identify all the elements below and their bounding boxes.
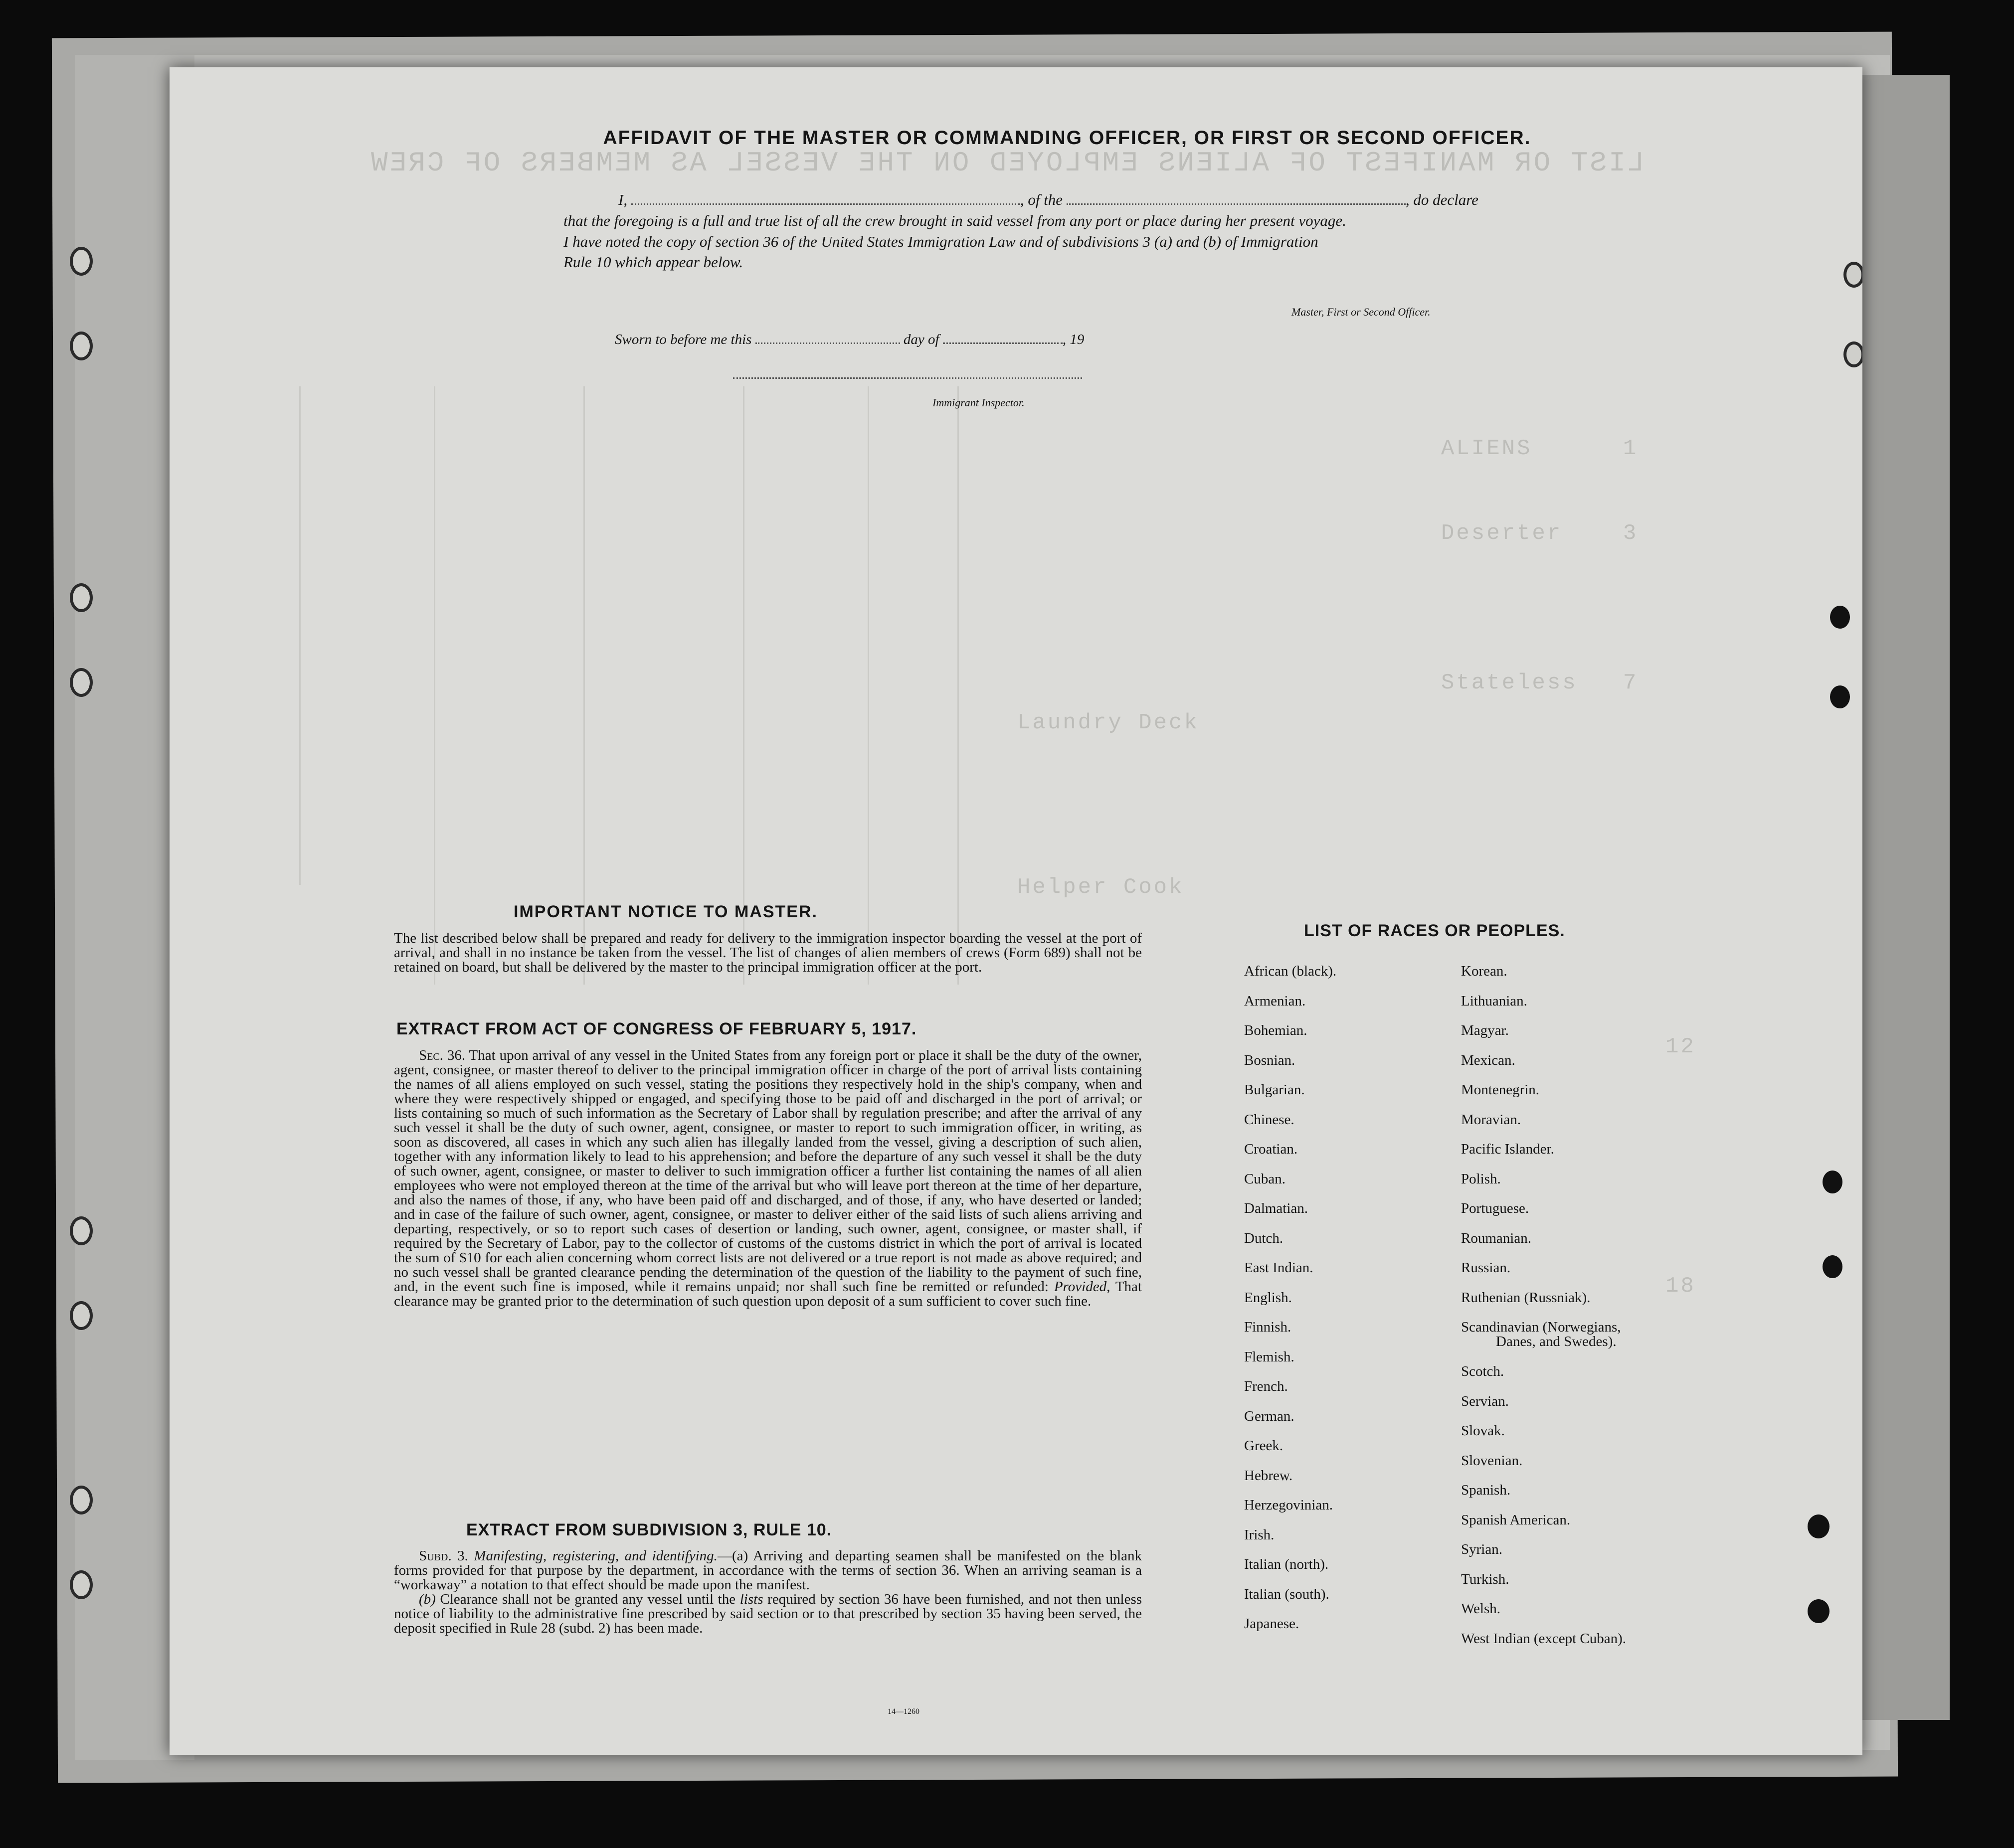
race-item: Italian (north). bbox=[1244, 1556, 1329, 1572]
race-item: Welsh. bbox=[1461, 1601, 1501, 1617]
para-b-lists: lists bbox=[739, 1591, 763, 1607]
race-item: Montenegrin. bbox=[1461, 1082, 1540, 1098]
sworn-text: Sworn to before me this bbox=[615, 332, 752, 347]
race-item: Dutch. bbox=[1244, 1230, 1283, 1246]
race-item: Korean. bbox=[1461, 963, 1507, 979]
race-item: Flemish. bbox=[1244, 1348, 1294, 1365]
race-item: Japanese. bbox=[1244, 1616, 1299, 1632]
sec-36-text-end: That clearance may be granted prior to the determination of such question upon deposit of a sum sufficient to cover such fine. bbox=[394, 1279, 1142, 1309]
race-item: German. bbox=[1244, 1408, 1294, 1424]
provided-word: Provided, bbox=[1054, 1279, 1110, 1295]
race-item: Moravian. bbox=[1461, 1111, 1521, 1128]
declaration-of-the: , of the bbox=[1020, 191, 1063, 208]
race-item: Portuguese. bbox=[1461, 1200, 1529, 1216]
race-item: Slovak. bbox=[1461, 1423, 1505, 1439]
subd-3-para-a: —(a) Arriving and departing seamen shall be manifested on the blank forms provided for that purpose by the department, in accordance with the terms of section 36. When an arriving seaman is a “workaway” a notation to that effect should be made upon the manifest. bbox=[394, 1548, 1142, 1593]
punch-hole bbox=[1808, 1599, 1830, 1623]
punch-hole bbox=[70, 668, 93, 697]
affidavit-page bbox=[170, 67, 1862, 1755]
race-item: Herzegovinian. bbox=[1244, 1497, 1333, 1513]
race-item: Scotch. bbox=[1461, 1363, 1504, 1379]
subd-3-label: Subd. 3. bbox=[419, 1548, 468, 1564]
race-item: Cuban. bbox=[1244, 1171, 1285, 1187]
punch-hole bbox=[70, 332, 93, 360]
para-b-text-1: Clearance shall not be granted any vessel until the bbox=[440, 1591, 736, 1607]
race-item: Russian. bbox=[1461, 1260, 1511, 1276]
para-b-text-2: required by section 36 have been furnished, and not then unless notice of liability to the administrative fine prescribed by said section or to that prescribed by section 35 having been served, the deposit specified in Rule 28 (subd. 2) has been made. bbox=[394, 1591, 1142, 1636]
race-item: Magyar. bbox=[1461, 1022, 1509, 1038]
bleed-through-rule bbox=[957, 386, 959, 985]
race-item: Danes, and Swedes). bbox=[1496, 1334, 1617, 1349]
bleed-through-rule bbox=[583, 386, 585, 985]
race-item: Bosnian. bbox=[1244, 1052, 1295, 1068]
bleed-through-text: Laundry Deck bbox=[1017, 710, 1199, 735]
race-item: Irish. bbox=[1244, 1526, 1275, 1543]
inspector-signature-blank[interactable] bbox=[733, 366, 1082, 379]
race-item: East Indian. bbox=[1244, 1260, 1313, 1276]
declaration-i: I, bbox=[618, 191, 628, 208]
race-item: Slovenian. bbox=[1461, 1452, 1523, 1469]
sworn-month-blank[interactable] bbox=[943, 332, 1063, 344]
sworn-line bbox=[615, 332, 1084, 348]
races-column-2 bbox=[1461, 963, 1626, 1660]
race-item: Bulgarian. bbox=[1244, 1082, 1305, 1098]
race-item: Ruthenian (Russniak). bbox=[1461, 1289, 1591, 1306]
punch-hole bbox=[1808, 1514, 1830, 1538]
extract-act-text bbox=[394, 1048, 1142, 1309]
affidavit-declaration-line bbox=[618, 191, 1478, 209]
sec-36-text: That upon arrival of any vessel in the United States from any foreign port or place it shall be the duty of the owner, agent, consignee, or master thereof to deliver to the principal immigration officer in charge of the port of arrival lists containing the names of all aliens employed on such vessel, stating the positions they respectively hold in the ship's company, when and where they were respectively shipped or engaged, and specifying those to be paid off and discharged in the port of arrival; or lists containing so much of such information as the Secretary of Labor shall by regulation prescribe; and after the arrival of any such vessel it shall be the duty of such owner, agent, consignee, or master to report to such immigration officer, in writing, as soon as discovered, all cases in which any such alien has illegally landed from the vessel, giving a description of such alien, together with any information likely to lead to his apprehension; and before the departure of any such vessel it shall be the duty of such owner, agent, consignee, or master to deliver to such immigration officer a further list containing the names of all alien employees who were not employed thereon at the time of the arrival but who will leave port thereon at the time of her departure, and also the names of those, if any, who have been paid off and discharged, and of those, if any, who have deserted or landed; and in case of the failure of such owner, agent, consignee, or master to deliver either of the said lists of such aliens arriving and departing, respectively, or so to report such cases of desertion or landing, such owner, agent, consignee, or master shall, if required by the Secretary of Labor, pay to the collector of customs of the customs district in which the port of arrival is located the sum of $10 for each alien concerning whom correct lists are not delivered or a true report is not made as above required; and no such vessel shall be granted clearance pending the determination of the question of the liability to the payment of such fine, and, in the event such fine is imposed, while it remains unpaid; nor shall such fine be remitted or refunded: bbox=[394, 1047, 1142, 1295]
race-item: Greek. bbox=[1244, 1438, 1283, 1454]
race-item: Lithuanian. bbox=[1461, 993, 1527, 1009]
affidavit-text-line: that the foregoing is a full and true list of all the crew brought in said vessel from any port or place during her present voyage. bbox=[563, 212, 1346, 229]
punch-hole bbox=[1830, 685, 1850, 708]
race-item: Polish. bbox=[1461, 1171, 1501, 1187]
punch-hole bbox=[70, 1570, 93, 1599]
sworn-day-blank[interactable] bbox=[755, 332, 900, 344]
extract-rule-text bbox=[394, 1549, 1142, 1636]
para-b-label: (b) bbox=[419, 1591, 436, 1607]
race-item: Croatian. bbox=[1244, 1141, 1298, 1157]
bleed-through-text: Stateless 7 bbox=[1441, 671, 1639, 695]
punch-hole bbox=[1823, 1171, 1842, 1193]
race-item: Servian. bbox=[1461, 1393, 1509, 1409]
punch-hole bbox=[70, 1486, 93, 1514]
race-item: Spanish American. bbox=[1461, 1512, 1571, 1528]
race-item: Dalmatian. bbox=[1244, 1200, 1308, 1216]
race-item: English. bbox=[1244, 1289, 1292, 1306]
race-item: West Indian (except Cuban). bbox=[1461, 1630, 1627, 1647]
bleed-through-rule bbox=[434, 386, 435, 985]
notice-text: The list described below shall be prepared and ready for delivery to the immigration inspector boarding the vessel at the port of arrival, and shall in no instance be taken from the vessel. The list of changes of alien members of crews (Form 689) shall not be retained on board, but shall be delivered by the master to the principal immigration officer at the port. bbox=[394, 930, 1142, 975]
master-name-blank[interactable] bbox=[631, 192, 1020, 205]
bleed-through-rule bbox=[868, 386, 869, 985]
races-title: LIST OF RACES OR PEOPLES. bbox=[1304, 921, 1565, 940]
punch-hole bbox=[70, 583, 93, 612]
race-item: Armenian. bbox=[1244, 993, 1306, 1009]
bleed-through-rule bbox=[299, 386, 301, 885]
bleed-through-text: ALIENS 1 bbox=[1441, 436, 1639, 461]
punch-hole bbox=[1843, 341, 1862, 367]
bleed-through-text: Deserter 3 bbox=[1441, 521, 1639, 546]
punch-hole bbox=[70, 1301, 93, 1330]
race-item: Finnish. bbox=[1244, 1319, 1291, 1335]
bleed-through-rule bbox=[743, 386, 744, 985]
race-item: Italian (south). bbox=[1244, 1586, 1329, 1602]
race-item: Mexican. bbox=[1461, 1052, 1515, 1068]
races-column-1 bbox=[1244, 963, 1336, 1646]
subd-3-heading: Manifesting, registering, and identifying. bbox=[474, 1548, 718, 1564]
race-item: Scandinavian (Norwegians, bbox=[1461, 1319, 1621, 1335]
inspector-signature-label: Immigrant Inspector. bbox=[932, 396, 1025, 409]
affidavit-text-line: Rule 10 which appear below. bbox=[563, 253, 743, 271]
race-item: Spanish. bbox=[1461, 1482, 1511, 1498]
affidavit-title: AFFIDAVIT OF THE MASTER OR COMMANDING OFFICER, OR FIRST OR SECOND OFFICER. bbox=[603, 127, 1531, 149]
punch-hole bbox=[1830, 606, 1850, 629]
race-item: Chinese. bbox=[1244, 1111, 1294, 1128]
vessel-name-blank[interactable] bbox=[1067, 192, 1406, 205]
extract-act-title: EXTRACT FROM ACT OF CONGRESS OF FEBRUARY 5, 1917. bbox=[396, 1019, 917, 1038]
sworn-year: , 19 bbox=[1062, 332, 1085, 347]
bleed-through-text: 18 bbox=[1665, 1274, 1696, 1299]
punch-hole bbox=[70, 247, 93, 276]
punch-hole bbox=[1843, 262, 1862, 288]
race-item: Hebrew. bbox=[1244, 1467, 1293, 1484]
sworn-day-of: day of bbox=[903, 332, 939, 347]
race-item: Turkish. bbox=[1461, 1571, 1509, 1587]
bleed-through-text: 12 bbox=[1665, 1034, 1696, 1059]
punch-hole bbox=[1823, 1255, 1842, 1278]
race-item: French. bbox=[1244, 1378, 1288, 1394]
punch-hole bbox=[70, 1216, 93, 1245]
race-item: Syrian. bbox=[1461, 1541, 1502, 1557]
extract-rule-title: EXTRACT FROM SUBDIVISION 3, RULE 10. bbox=[466, 1520, 832, 1539]
notice-title: IMPORTANT NOTICE TO MASTER. bbox=[514, 902, 818, 921]
declaration-do-declare: , do declare bbox=[1405, 191, 1478, 208]
race-item: African (black). bbox=[1244, 963, 1337, 979]
master-signature-label: Master, First or Second Officer. bbox=[1291, 306, 1431, 318]
bleed-through-text: LIST OR MANIFEST OF ALIENS EMPLOYED ON THE VESSEL AS MEMBERS OF CREW bbox=[369, 147, 1645, 179]
bleed-through-text: Helper Cook bbox=[1017, 875, 1184, 900]
race-item: Pacific Islander. bbox=[1461, 1141, 1554, 1157]
race-item: Roumanian. bbox=[1461, 1230, 1531, 1246]
form-number: 14—1260 bbox=[888, 1707, 919, 1716]
affidavit-text-line: I have noted the copy of section 36 of the United States Immigration Law and of subdivisions 3 (a) and (b) of Immigration bbox=[563, 233, 1318, 250]
race-item: Bohemian. bbox=[1244, 1022, 1307, 1038]
sec-36-label: Sec. 36. bbox=[419, 1047, 466, 1063]
